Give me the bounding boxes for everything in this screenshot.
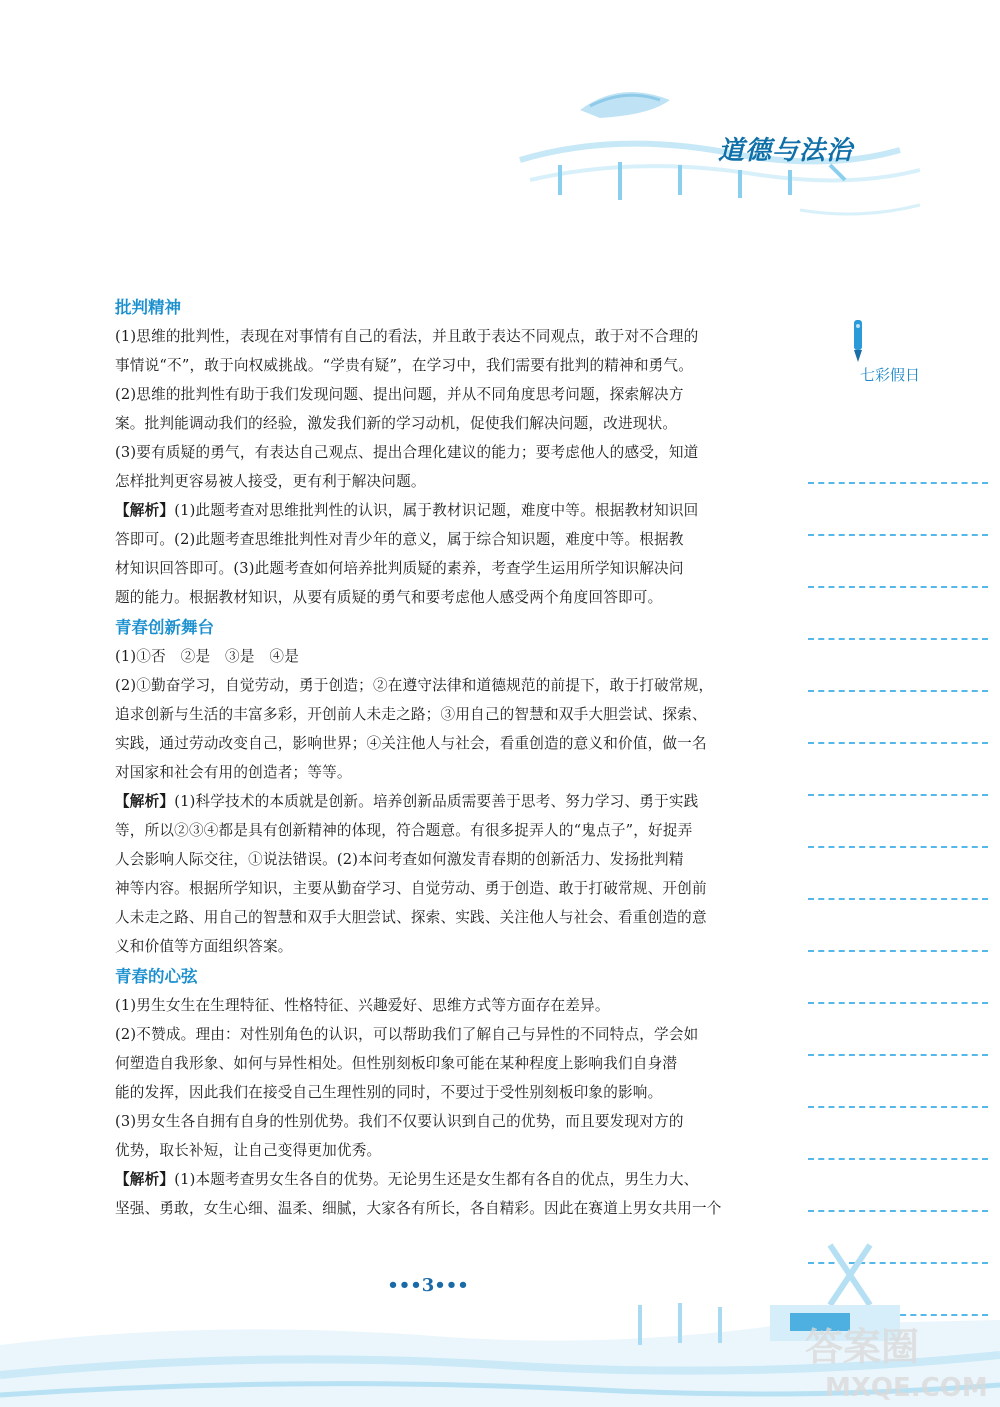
note-line — [808, 952, 988, 1004]
text-line — [115, 438, 750, 467]
line-text: 坚强、勇敢，女生心细、温柔、细腻，大家各有所长，各自精彩。因此在赛道上男女共用一个 — [115, 1200, 722, 1217]
note-line — [808, 796, 988, 848]
text-line — [115, 1107, 750, 1136]
line-text: 人未走之路、用自己的智慧和双手大胆尝试、探索、实践、关注他人与社会、看重创造的意 — [115, 909, 707, 926]
line-text: 义和价值等方面组织答案。 — [115, 938, 293, 955]
analysis-tag: 【解析】 — [115, 502, 175, 519]
text-line — [115, 409, 750, 438]
text-line — [115, 816, 750, 845]
line-text: (3)男女生各自拥有自身的性别优势。我们不仅要认识到自己的优势，而且要发现对方的 — [115, 1113, 684, 1130]
note-line — [808, 432, 988, 484]
section-title: 青春创新舞台 — [115, 618, 214, 637]
line-text: (2)不赞成。理由：对性别角色的认识，可以帮助我们了解自己与异性的不同特点，学会如 — [115, 1026, 699, 1043]
text-line — [115, 874, 750, 903]
line-text: 对国家和社会有用的创造者；等等。 — [115, 764, 352, 781]
line-text: 追求创新与生活的丰富多彩，开创前人未走之路；③用自己的智慧和双手大胆尝试、探索、 — [115, 706, 707, 723]
text-line — [115, 380, 750, 409]
text-line — [115, 525, 750, 554]
text-line — [115, 554, 750, 583]
text-line — [115, 1049, 750, 1078]
text-line — [115, 1078, 750, 1107]
text-line — [115, 903, 750, 932]
line-text: 题的能力。根据教材知识，从要有质疑的勇气和要考虑他人感受两个角度回答即可。 — [115, 589, 663, 606]
line-text: (1)此题考查对思维批判性的认识，属于教材识记题，难度中等。根据教材知识回 — [174, 502, 699, 519]
line-text: (2)①勤奋学习，自觉劳动，勇于创造；②在遵守法律和道德规范的前提下，敢于打破常规， — [115, 677, 714, 694]
text-line — [115, 583, 750, 612]
text-line — [115, 467, 750, 496]
line-text: 神等内容。根据所学知识，主要从勤奋学习、自觉劳动、勇于创造、敢于打破常规、开创前 — [115, 880, 707, 897]
line-text: 材知识回答即可。(3)此题考查如何培养批判质疑的素养，考查学生运用所学知识解决问 — [115, 560, 684, 577]
note-line — [808, 484, 988, 536]
text-line — [115, 845, 750, 874]
note-line — [808, 900, 988, 952]
note-line — [808, 744, 988, 796]
line-text: 优势，取长补短，让自己变得更加优秀。 — [115, 1142, 382, 1159]
line-text: (2)思维的批判性有助于我们发现问题、提出问题，并从不同角度思考问题，探索解决方 — [115, 386, 684, 403]
svg-text:答案圈: 答案圈 — [805, 1325, 920, 1369]
note-line — [808, 536, 988, 588]
text-line — [115, 729, 750, 758]
page-number: •••3••• — [387, 1275, 469, 1296]
text-line — [115, 671, 750, 700]
text-line — [115, 932, 750, 961]
analysis-tag: 【解析】 — [115, 1171, 175, 1188]
line-text: 等，所以②③④都是具有创新精神的体现，符合题意。有很多捉弄人的“鬼点子”，好捉弄 — [115, 822, 693, 839]
line-text: 事情说“不”，敢于向权威挑战。“学贵有疑”，在学习中，我们需要有批判的精神和勇气。 — [115, 357, 694, 374]
text-line — [115, 351, 750, 380]
line-text: 怎样批判更容易被人接受，更有利于解决问题。 — [115, 473, 426, 490]
line-text: 答即可。(2)此题考查思维批判性对青少年的意义，属于综合知识题，难度中等。根据教 — [115, 531, 684, 548]
line-text: (1)男生女生在生理特征、性格特征、兴趣爱好、思维方式等方面存在差异。 — [115, 997, 610, 1014]
text-line — [115, 1194, 750, 1223]
analysis-tag: 【解析】 — [115, 793, 175, 810]
line-text: (1)本题考查男女生各自的优势。无论男生还是女生都有各自的优点，男生力大、 — [174, 1171, 699, 1188]
line-text: (3)要有质疑的勇气，有表达自己观点、提出合理化建议的能力；要考虑他人的感受，知道 — [115, 444, 699, 461]
section-title: 批判精神 — [115, 298, 181, 317]
line-text: 案。批判能调动我们的经验，激发我们新的学习动机，促使我们解决问题，改进现状。 — [115, 415, 678, 432]
pen-icon — [846, 318, 870, 366]
line-text: (1)科学技术的本质就是创新。培养创新品质需要善于思考、努力学习、勇于实践 — [174, 793, 699, 810]
note-line — [808, 848, 988, 900]
text-line — [115, 991, 750, 1020]
line-text: 人会影响人际交往，①说法错误。(2)本问考查如何激发青春期的创新活力、发扬批判精 — [115, 851, 684, 868]
subject-title: 道德与法治 — [718, 136, 854, 166]
text-line — [115, 700, 750, 729]
note-line — [808, 692, 988, 744]
section-title: 青春的心弦 — [115, 967, 198, 986]
text-line — [115, 1020, 750, 1049]
line-text: 能的发挥，因此我们在接受自己生理性别的同时，不要过于受性别刻板印象的影响。 — [115, 1084, 663, 1101]
line-text: 实践，通过劳动改变自己，影响世界；④关注他人与社会，看重创造的意义和价值，做一名 — [115, 735, 707, 752]
note-line — [808, 588, 988, 640]
text-line — [115, 642, 750, 671]
line-text: (1)①否 ②是 ③是 ④是 — [115, 648, 300, 665]
note-line — [808, 1108, 988, 1160]
svg-text:MXQE.COM: MXQE.COM — [825, 1373, 988, 1403]
sidebar-label: 七彩假日 — [860, 366, 921, 384]
note-line — [808, 640, 988, 692]
line-text: (1)思维的批判性，表现在对事情有自己的看法，并且敢于表达不同观点，敢于对不合理的 — [115, 328, 699, 345]
text-line — [115, 322, 750, 351]
watermark-logo — [795, 1318, 995, 1403]
note-lines — [808, 432, 988, 1316]
text-line — [115, 496, 750, 525]
answer-content — [115, 292, 750, 1223]
text-line — [115, 1165, 750, 1194]
note-line — [808, 1160, 988, 1212]
text-line — [115, 1136, 750, 1165]
note-line — [808, 1004, 988, 1056]
note-line — [808, 1056, 988, 1108]
text-line — [115, 758, 750, 787]
line-text: 何塑造自我形象、如何与异性相处。但性别刻板印象可能在某种程度上影响我们自身潜 — [115, 1055, 678, 1072]
text-line — [115, 787, 750, 816]
